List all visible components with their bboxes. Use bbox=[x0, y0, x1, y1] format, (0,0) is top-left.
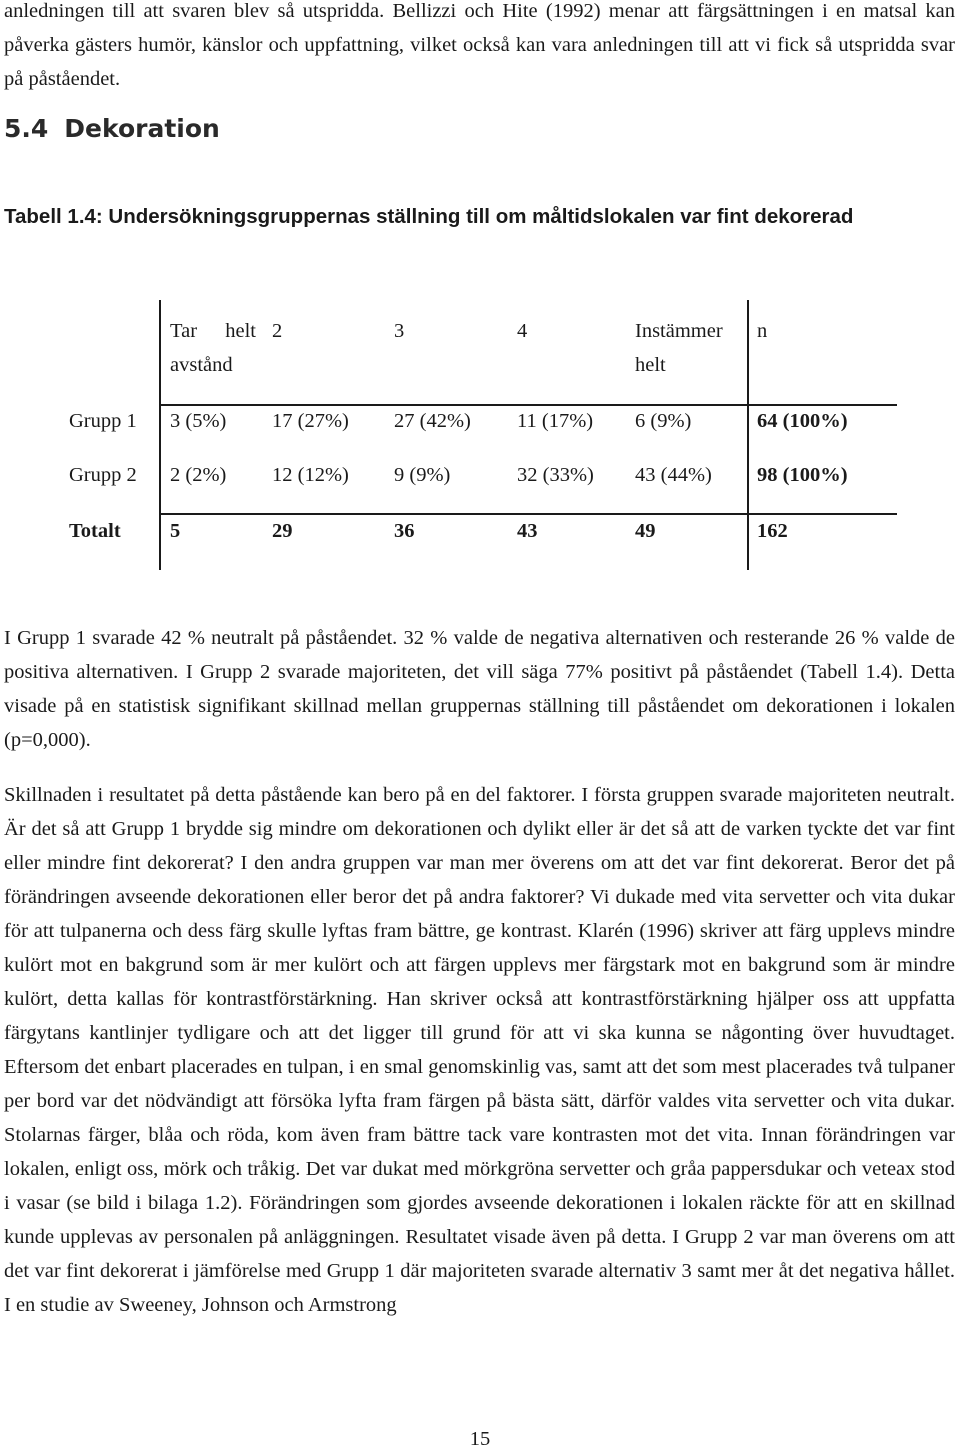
table-cell: 9 (9%) bbox=[394, 464, 451, 486]
table-cell-total: 5 bbox=[170, 520, 181, 542]
section-number: 5.4 bbox=[4, 114, 49, 143]
table-vertical-rule-right bbox=[747, 300, 749, 570]
table-header-col-4: 4 bbox=[517, 320, 528, 342]
table-cell-total: 49 bbox=[635, 520, 656, 542]
table-cell: 17 (27%) bbox=[272, 410, 349, 432]
table-header-col-n: n bbox=[757, 320, 768, 342]
results-table bbox=[0, 300, 960, 575]
table-cell-total-n: 98 (100%) bbox=[757, 464, 848, 486]
table-header-col-2: 2 bbox=[272, 320, 283, 342]
table-rule-top bbox=[159, 404, 897, 406]
table-cell-total-n: 64 (100%) bbox=[757, 410, 848, 432]
table-cell-total: 162 bbox=[757, 520, 788, 542]
table-cell: 11 (17%) bbox=[517, 410, 594, 432]
table-header-col-1: Tar helt avstånd bbox=[170, 320, 256, 376]
table-cell: 12 (12%) bbox=[272, 464, 349, 486]
table-vertical-rule-left bbox=[159, 300, 161, 570]
table-cell-total: 29 bbox=[272, 520, 293, 542]
table-row-label: Grupp 2 bbox=[69, 464, 137, 486]
page-number: 15 bbox=[469, 1428, 491, 1450]
table-cell: 27 (42%) bbox=[394, 410, 471, 432]
table-cell: 32 (33%) bbox=[517, 464, 594, 486]
table-cell: 6 (9%) bbox=[635, 410, 692, 432]
table-cell-total: 43 bbox=[517, 520, 538, 542]
section-title: Dekoration bbox=[64, 114, 220, 143]
table-caption: Tabell 1.4: Undersökningsgruppernas ställning till om måltidslokalen var fint dekorerad bbox=[4, 205, 854, 228]
table-cell: 3 (5%) bbox=[170, 410, 227, 432]
section-heading bbox=[4, 114, 220, 143]
table-cell: 2 (2%) bbox=[170, 464, 227, 486]
intro-paragraph: anledningen till att svaren blev så utspridda. Bellizzi och Hite (1992) menar att färgsättningen i en matsal kan påverka gästers humör, känslor och uppfattning, vilket också kan vara anledningen till att vi fick så utspridda svar på påståendet. bbox=[4, 0, 955, 90]
table-row-label-total: Totalt bbox=[69, 520, 121, 542]
table-row-label: Grupp 1 bbox=[69, 410, 137, 432]
result-paragraph: I Grupp 1 svarade 42 % neutralt på påståendet. 32 % valde de negativa alternativen och resterande 26 % valde de positiva alternativen. I Grupp 2 svarade majoriteten, det vill säga 77% positivt på påståendet (Tabell 1.4). Detta visade på en statistisk signifikant skillnad mellan gruppernas ställning till påståendet om dekorationen i lokalen (p=0,000). bbox=[4, 627, 955, 751]
table-header-col-3: 3 bbox=[394, 320, 405, 342]
discussion-paragraph: Skillnaden i resultatet på detta påstående kan bero på en del faktorer. I första gruppen svarade majoriteten neutralt. Är det så att Grupp 1 brydde sig mindre om dekorationen och dylikt eller är det så att de varken tyckte det var fint eller mindre fint dekorerat? I den andra gruppen var man mer överens om att det var fint dekorerat. Beror det på förändringen avseende dekorationen eller beror det på andra faktorer? Vi dukade med vita servetter och vita dukar för att tulpanerna och dess färg skulle lyftas fram bättre, ge kontrast. Klarén (1996) skriver att färg upplevs mindre kulört mot en bakgrund som är mer kulört och att färgen upplevs mer färgstark mot en bakgrund som är mindre kulört, detta kallas för kontrastförstärkning. Han skriver också att kontrastförstärkning hjälper oss att uppfatta färgytans kantlinjer tydligare och att det ligger till grund för att vi ska kunna se någonting över huvudtaget. Eftersom det enbart placerades en tulpan, i en smal genomskinlig vas, samt att det som mest placerades två tulpaner per bord var det nödvändigt att försöka lyfta fram färgen på bästa sätt, därför valdes vita servetter och vita dukar. Stolarnas färger, blåa och röda, kom även fram bättre tack vare kontrasten mot det vita. Innan förändringen var lokalen, enligt oss, mörk och tråkig. Det var dukat med mörkgröna servetter och gråa pappersdukar och veteax stod i vasar (se bild i bilaga 1.2). Förändringen som gjordes avseende dekorationen i lokalen räckte för att en skillnad kunde upplevas av personalen på anläggningen. Resultatet visade även på detta. I Grupp 2 var man överens om att det var fint dekorerat i jämförelse med Grupp 1 där majoriteten svarade alternativ 3 samt mer åt det negativa hållet. I en studie av Sweeney, Johnson och Armstrong bbox=[4, 784, 955, 1316]
table-cell: 43 (44%) bbox=[635, 464, 712, 486]
table-header-col-5: Instämmer helt bbox=[635, 320, 723, 376]
table-cell-total: 36 bbox=[394, 520, 415, 542]
table-rule-bottom bbox=[159, 513, 897, 515]
